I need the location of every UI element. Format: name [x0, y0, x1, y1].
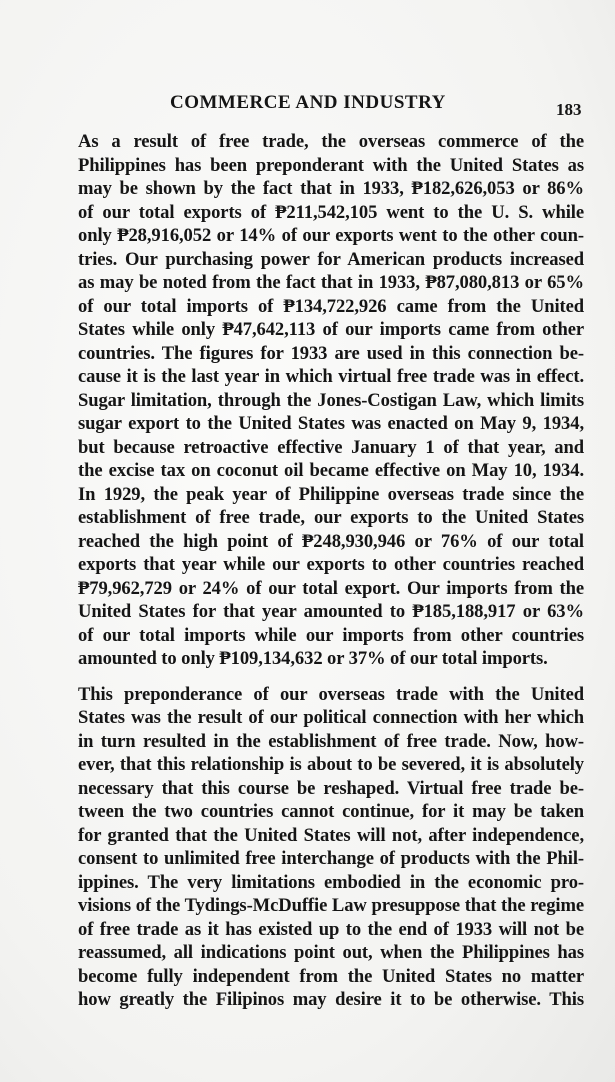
body-text — [44, 130, 584, 1012]
text-line: In 1929, the peak year of Philippine overseas trade since the — [78, 483, 584, 505]
text-line: but because retroactive effective January 1 of that year, and — [78, 436, 584, 458]
text-line: States was the result of our political connection with her which — [78, 707, 584, 728]
text-line: States while only ₱47,642,113 of our imports came from other — [78, 319, 584, 340]
text-line: of our total imports of ₱134,722,926 came from the United — [78, 295, 584, 317]
text-line: how greatly the Filipinos may desire it to be otherwise. This — [78, 989, 584, 1010]
text-line: for granted that the United States will not, after independence, — [78, 824, 584, 846]
text-line: may be shown by the fact that in 1933, ₱182,626,053 or 86% — [78, 178, 584, 199]
text-line: amounted to only ₱109,134,632 or 37% of our total imports. — [78, 648, 548, 669]
text-line: reassumed, all indications point out, when the Philippines has — [78, 942, 584, 963]
text-line: in turn resulted in the establishment of free trade. Now, how- — [78, 730, 584, 752]
text-line: ever, that this relationship is about to be severed, it is absolutely — [78, 754, 584, 775]
text-line: ₱79,962,729 or 24% of our total export. Our imports from the — [78, 577, 584, 599]
text-line: the excise tax on coconut oil became effective on May 10, 1934. — [78, 460, 584, 481]
text-line: visions of the Tydings-McDuffie Law presuppose that the regime — [78, 895, 584, 916]
text-line: consent to unlimited free interchange of products with the Phil- — [78, 848, 584, 869]
text-line: only ₱28,916,052 or 14% of our exports went to the other coun- — [78, 225, 584, 246]
text-line: ippines. The very limitations embodied in the economic pro- — [78, 871, 584, 893]
text-line: of our total exports of ₱211,542,105 went to the U. S. while — [78, 201, 584, 223]
text-line: As a result of free trade, the overseas commerce of the — [78, 131, 584, 152]
text-line: necessary that this course be reshaped. Virtual free trade be- — [78, 777, 584, 799]
text-line: countries. The figures for 1933 are used in this connection be- — [78, 342, 584, 364]
text-line: This preponderance of our overseas trade with the United — [78, 683, 584, 705]
paragraph-2 — [44, 683, 584, 1012]
text-line: of free trade as it has existed up to the end of 1933 will not be — [78, 918, 584, 940]
paragraph-1 — [44, 130, 584, 671]
text-line: cause it is the last year in which virtual free trade was in effect. — [78, 366, 584, 387]
text-line: Philippines has been preponderant with the United States as — [78, 154, 584, 176]
text-line: reached the high point of ₱248,930,946 or 76% of our total — [78, 530, 584, 552]
text-line: sugar export to the United States was enacted on May 9, 1934, — [78, 413, 584, 434]
text-line: exports that year while our exports to other countries reached — [78, 554, 584, 575]
page-number: 183 — [556, 100, 582, 119]
text-line: of our total imports while our imports from other countries — [78, 624, 584, 646]
text-line: establishment of free trade, our exports to the United States — [78, 507, 584, 528]
text-line: become fully independent from the United States no matter — [78, 965, 584, 987]
text-line: Sugar limitation, through the Jones-Costigan Law, which limits — [78, 389, 584, 411]
text-line: tries. Our purchasing power for American products increased — [78, 248, 584, 270]
text-line: United States for that year amounted to ₱185,188,917 or 63% — [78, 601, 584, 622]
text-line: tween the two countries cannot continue, for it may be taken — [78, 801, 584, 822]
running-head: COMMERCE AND INDUSTRY — [170, 92, 446, 113]
text-line: as may be noted from the fact that in 1933, ₱87,080,813 or 65% — [78, 272, 584, 293]
